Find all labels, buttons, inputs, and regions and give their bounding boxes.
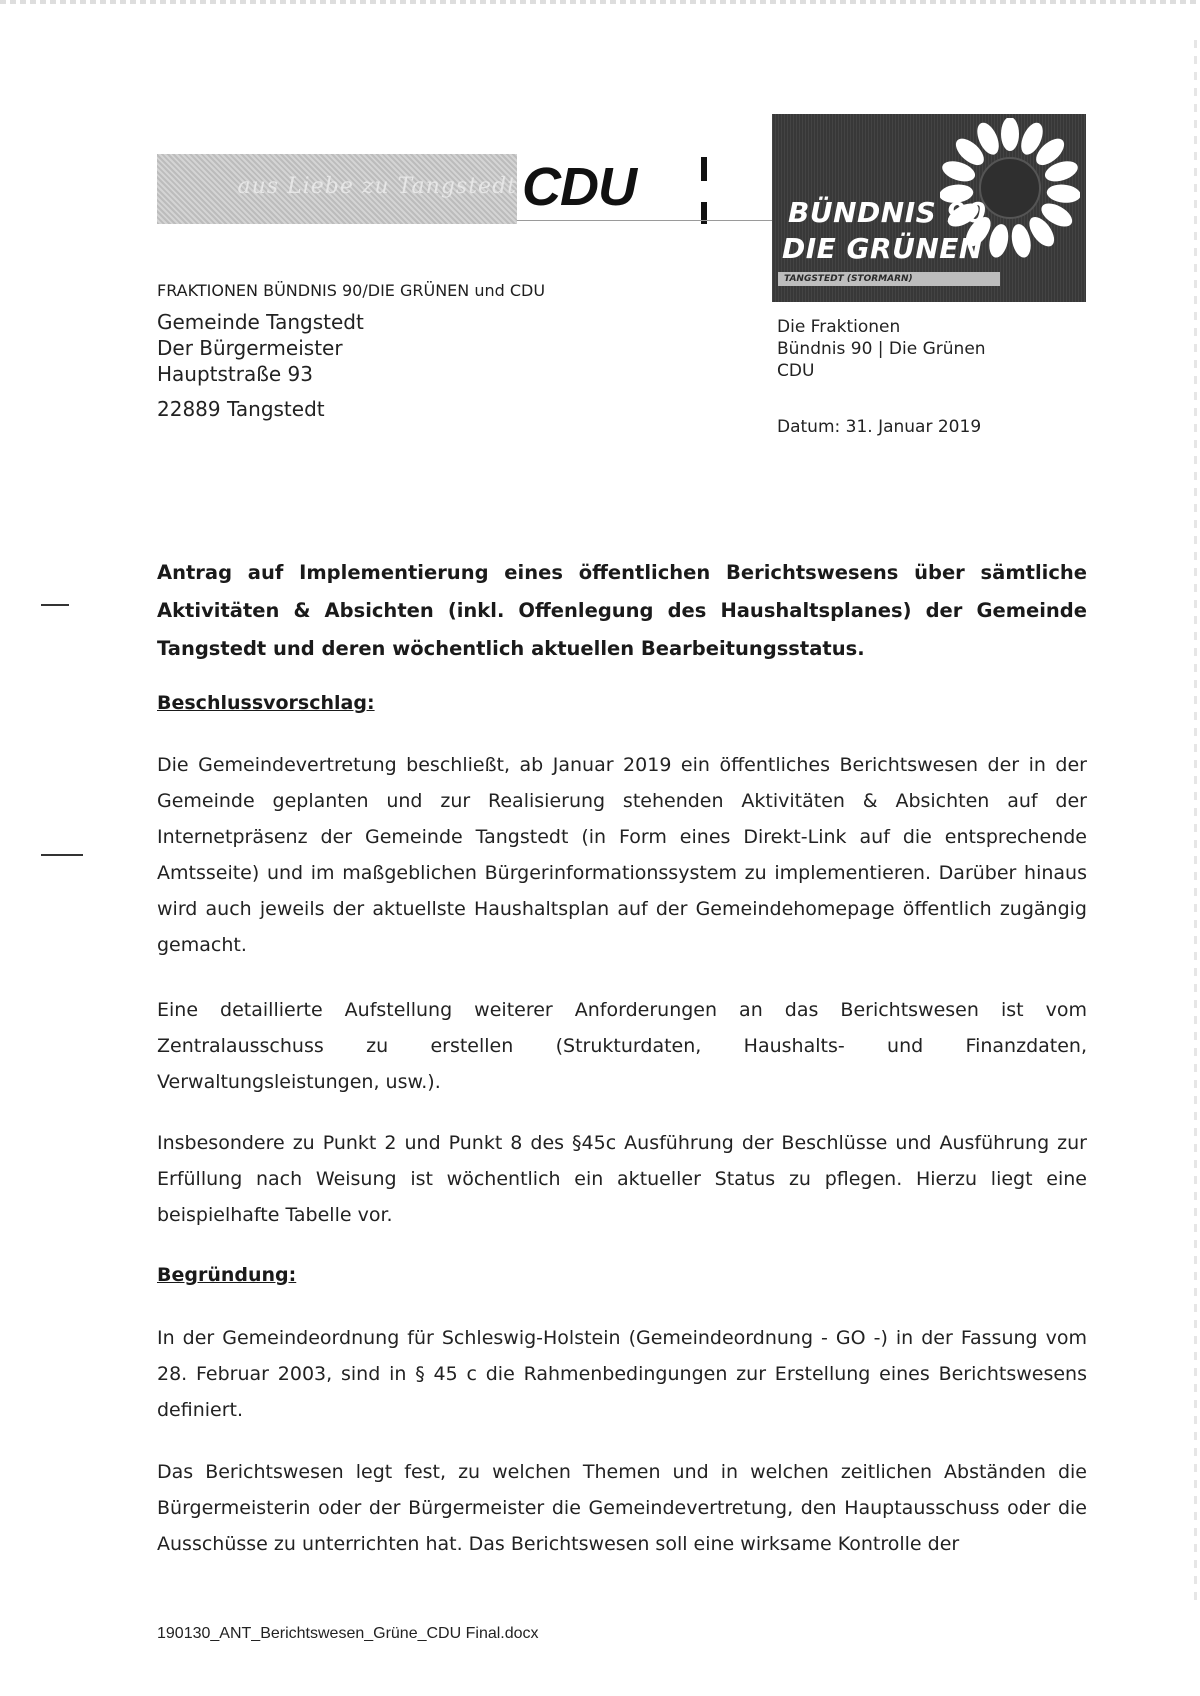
gruene-subline: TANGSTEDT (STORMARN) xyxy=(778,272,1000,286)
paragraph-beschluss-3: Insbesondere zu Punkt 2 und Punkt 8 des §45c Ausführung der Beschlüsse und Ausführung zur Erfüllung nach Weisung ist wöchentlich ein aktueller Status zu pflegen. Hierzu liegt eine beispielhafte Tabelle vor. xyxy=(157,1132,1087,1226)
letter-date: Datum: 31. Januar 2019 xyxy=(777,417,982,437)
scan-artifact-right xyxy=(1194,40,1197,1600)
heading-beschlussvorschlag: Beschlussvorschlag: xyxy=(157,692,375,714)
paragraph-beschluss-2: Eine detaillierte Aufstellung weiterer Anforderungen an das Berichtswesen ist vom Zentralausschuss zu erstellen (Strukturdaten, Haushalts- und Finanzdaten, Verwaltungsleistungen, usw.). xyxy=(157,999,1087,1093)
scan-artifact-top xyxy=(0,0,1200,4)
fold-mark-upper xyxy=(41,604,69,606)
gruene-name-line2: DIE GRÜNEN xyxy=(782,232,983,265)
sender-line1: Die Fraktionen xyxy=(777,317,901,337)
recipient-city: 22889 Tangstedt xyxy=(157,397,325,421)
cdu-bar-top xyxy=(701,157,707,181)
sender-line3: CDU xyxy=(777,361,815,381)
gruene-logo xyxy=(772,114,1086,302)
recipient-name: Gemeinde Tangstedt xyxy=(157,310,364,334)
cdu-party-name: CDU xyxy=(522,157,636,217)
cdu-slogan: aus Liebe zu Tangstedt xyxy=(237,174,517,199)
paragraph-begruendung-1: In der Gemeindeordnung für Schleswig-Holstein (Gemeindeordnung - GO -) in der Fassung vom 28. Februar 2003, sind in § 45 c die Rahmenbedingungen zur Erstellung eines Berichtswesens definiert. xyxy=(157,1327,1087,1421)
footer-filename: 190130_ANT_Berichtswesen_Grüne_CDU Final.docx xyxy=(157,1625,539,1642)
sender-line2: Bündnis 90 | Die Grünen xyxy=(777,339,986,359)
fold-mark-lower xyxy=(41,854,83,856)
paragraph-beschluss-1: Die Gemeindevertretung beschließt, ab Januar 2019 ein öffentliches Berichtswesen der in der Gemeinde geplanten und zur Realisierung stehenden Aktivitäten & Absichten auf der Internetpräsenz der Gemeinde Tangstedt (in Form eines Direkt-Link auf die entsprechende Amtsseite) und im maßgeblichen Bürgerinformationssystem zu implementieren. Darüber hinaus wird auch jeweils der aktuellste Haushaltsplan auf der Gemeindehomepage öffentlich zugängig gemacht. xyxy=(157,754,1087,956)
recipient-title: Der Bürgermeister xyxy=(157,336,343,360)
paragraph-begruendung-2: Das Berichtswesen legt fest, zu welchen Themen und in welchen zeitlichen Abständen die Bürgermeisterin oder der Bürgermeister die Gemeindevertretung, den Hauptausschuss oder die Ausschüsse zu unterrichten hat. Das Berichtswesen soll eine wirksame Kontrolle der xyxy=(157,1461,1087,1555)
document-title: Antrag auf Implementierung eines öffentlichen Berichtswesens über sämtliche Aktivitäten & Absichten (inkl. Offenlegung des Haushaltsplanes) der Gemeinde Tangstedt und deren wöchentlich aktuellen Bearbeitungsstatus. xyxy=(157,561,1087,660)
from-line: FRAKTIONEN BÜNDNIS 90/DIE GRÜNEN und CDU xyxy=(157,281,546,300)
gruene-name-line1: BÜNDNIS 90 xyxy=(788,196,987,229)
recipient-street: Hauptstraße 93 xyxy=(157,362,313,386)
cdu-slogan-box xyxy=(157,154,517,224)
heading-begruendung: Begründung: xyxy=(157,1264,297,1286)
cdu-logo xyxy=(157,154,710,224)
